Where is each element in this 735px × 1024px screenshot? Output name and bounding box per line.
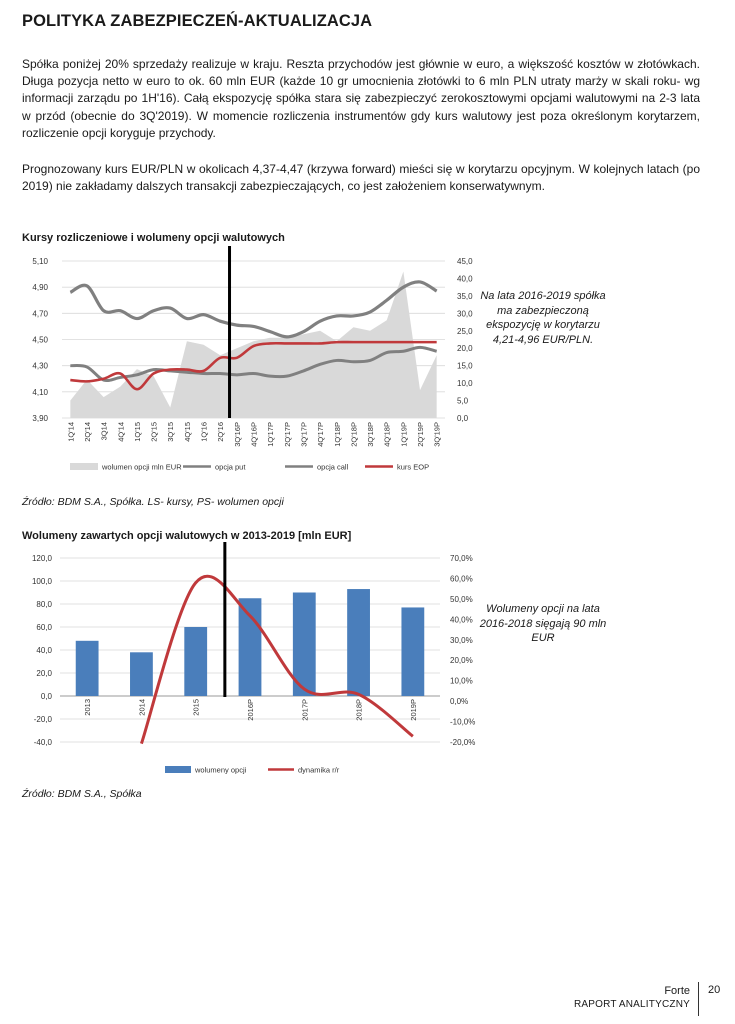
chart1-x-tick: 4Q'17P bbox=[316, 422, 326, 447]
chart2-legend-label: wolumeny opcji bbox=[195, 765, 247, 775]
chart2-x-tick: 2017P bbox=[300, 699, 310, 721]
chart1-right-tick: 10,0 bbox=[457, 379, 473, 389]
chart2-x-tick: 2018P bbox=[354, 699, 364, 721]
chart1-x-tick: 3Q'19P bbox=[432, 422, 442, 447]
chart1-x-tick: 1Q'18P bbox=[332, 422, 342, 447]
chart1-right-tick: 45,0 bbox=[457, 257, 473, 266]
page-title: POLITYKA ZABEZPIECZEŃ-AKTUALIZACJA bbox=[22, 12, 373, 30]
chart1-legend-swatch bbox=[70, 463, 98, 470]
chart2-left-tick: 80,0 bbox=[36, 600, 52, 609]
chart2-right-tick: 70,0% bbox=[450, 554, 473, 563]
chart2-right-tick: 50,0% bbox=[450, 594, 473, 604]
chart2-line-dynamika bbox=[141, 576, 412, 743]
chart2-bar bbox=[184, 627, 207, 696]
chart1-source: Źródło: BDM S.A., Spółka. LS- kursy, PS- wolumen opcji bbox=[22, 496, 284, 508]
chart1-left-tick: 4,70 bbox=[32, 309, 48, 319]
chart2-right-tick: -10,0% bbox=[450, 717, 476, 727]
chart1-right-tick: 0,0 bbox=[457, 414, 469, 423]
chart2-title: Wolumeny zawartych opcji walutowych w 2013-2019 [mln EUR] bbox=[22, 530, 352, 542]
chart1-left-tick: 3,90 bbox=[32, 414, 48, 423]
chart2-right-tick: 60,0% bbox=[450, 574, 473, 584]
chart1-x-tick: 2Q'17P bbox=[282, 422, 292, 447]
chart1-right-tick: 15,0 bbox=[457, 361, 473, 371]
chart2-left-tick: 60,0 bbox=[36, 623, 52, 632]
chart2-left-tick: -40,0 bbox=[33, 738, 52, 747]
chart1-left-tick: 5,10 bbox=[32, 257, 48, 266]
chart1-x-tick: 2Q'14 bbox=[82, 422, 92, 442]
chart1-legend-label: wolumen opcji mln EUR bbox=[102, 462, 182, 472]
chart2-left-tick: 20,0 bbox=[36, 669, 52, 678]
chart1-x-tick: 3Q'18P bbox=[366, 422, 376, 447]
chart1-x-tick: 3Q14 bbox=[99, 422, 109, 441]
footer-separator bbox=[698, 982, 699, 1016]
chart1-right-tick: 5,0 bbox=[457, 396, 469, 406]
chart1-right-tick: 30,0 bbox=[457, 309, 473, 319]
chart1-x-tick: 2Q'16 bbox=[216, 422, 226, 442]
chart2-left-tick: 0,0 bbox=[40, 692, 52, 701]
chart1-x-tick: 4Q'16P bbox=[249, 422, 259, 447]
chart2-note: Wolumeny opcji na lata 2016-2018 sięgają 90 mln EUR bbox=[479, 603, 607, 644]
chart1-x-tick: 3Q'16P bbox=[232, 422, 242, 447]
chart1-x-tick: 2Q'18P bbox=[349, 422, 359, 447]
chart1-legend-label: opcja call bbox=[317, 462, 349, 472]
chart2-option-volumes bbox=[0, 540, 735, 780]
footer-subtitle: RAPORT ANALITYCZNY bbox=[573, 999, 690, 1010]
page-number: 20 bbox=[708, 984, 721, 996]
paragraph-hedging-policy: Spółka poniżej 20% sprzedaży realizuje w kraju. Reszta przychodów jest głównie w euro, a większość kosztów w złotówkach. Długa pozycja netto w euro to ok. 60 mln EUR (każde 10 gr umocnienia złotówki to 6 mln PLN utraty marży w skali roku- wg informacji zarządu po 1H'16). Całą ekspozycję spółka stara się zabezpieczyć zerokosztowymi opcjami walutowymi na 2-3 lata w przód (obecnie do 3Q'2019). W momencie rozliczenia instrumentów gdy kurs walutowy jest poza określonym korytarzem, rozliczenie opcji koryguje przychody. bbox=[22, 57, 700, 140]
chart1-x-tick: 1Q'16 bbox=[199, 422, 209, 442]
chart2-x-tick: 2019P bbox=[408, 699, 418, 721]
chart1-x-tick: 3Q'17P bbox=[299, 422, 309, 447]
chart1-settlement-rates bbox=[0, 240, 735, 490]
chart2-left-tick: 40,0 bbox=[36, 646, 52, 655]
chart1-right-tick: 25,0 bbox=[457, 326, 473, 336]
chart2-bar bbox=[239, 598, 262, 696]
chart2-right-tick: 0,0% bbox=[450, 697, 469, 707]
chart2-bar bbox=[130, 652, 153, 696]
chart1-left-tick: 4,30 bbox=[32, 361, 48, 371]
chart2-right-tick: 20,0% bbox=[450, 656, 473, 666]
footer-brand-name: Forte bbox=[664, 985, 690, 997]
chart2-x-tick: 2015 bbox=[191, 699, 201, 716]
chart1-legend-label: opcja put bbox=[215, 462, 246, 472]
footer-brand bbox=[574, 984, 690, 1012]
chart2-right-tick: 10,0% bbox=[450, 676, 473, 686]
chart1-x-tick: 2Q'15 bbox=[149, 422, 159, 442]
chart1-x-tick: 3Q'15 bbox=[166, 422, 176, 442]
chart1-left-tick: 4,50 bbox=[32, 335, 48, 345]
chart1-x-tick: 4Q'18P bbox=[382, 422, 392, 447]
chart1-left-tick: 4,10 bbox=[32, 387, 48, 397]
chart1-right-tick: 20,0 bbox=[457, 344, 473, 354]
chart1-x-tick: 1Q'17P bbox=[266, 422, 276, 447]
chart2-x-tick: 2016P bbox=[246, 699, 255, 721]
chart2-bar bbox=[347, 589, 370, 696]
chart1-x-tick: 4Q'14 bbox=[116, 422, 126, 442]
chart2-left-tick: 120,0 bbox=[31, 554, 52, 563]
chart2-bar bbox=[401, 607, 424, 696]
chart1-left-tick: 4,90 bbox=[32, 283, 48, 293]
chart2-legend-swatch bbox=[165, 766, 191, 773]
chart2-left-tick: -20,0 bbox=[33, 715, 52, 724]
chart2-right-tick: 30,0% bbox=[450, 635, 473, 645]
chart1-x-tick: 1Q'15 bbox=[132, 422, 142, 442]
chart2-right-tick: 40,0% bbox=[450, 615, 473, 625]
chart2-x-tick: 2013 bbox=[83, 699, 93, 716]
chart1-right-tick: 35,0 bbox=[457, 291, 473, 301]
chart1-legend-label: kurs EOP bbox=[397, 462, 430, 472]
chart1-title: Kursy rozliczeniowe i wolumeny opcji walutowych bbox=[22, 232, 285, 244]
chart1-x-tick: 1Q'14 bbox=[66, 422, 76, 442]
chart2-bar bbox=[76, 641, 99, 696]
chart2-x-tick: 2014 bbox=[137, 699, 147, 716]
chart2-left-tick: 100,0 bbox=[31, 577, 52, 586]
chart2-source: Źródło: BDM S.A., Spółka bbox=[22, 788, 142, 800]
chart2-right-tick: -20,0% bbox=[450, 738, 476, 747]
chart1-x-tick: 1Q'19P bbox=[399, 422, 409, 447]
chart1-note: Na lata 2016-2019 spółka ma zabezpieczoną ekspozycję w korytarzu 4,21-4,96 EUR/PLN. bbox=[480, 290, 606, 346]
chart1-right-tick: 40,0 bbox=[457, 274, 473, 284]
chart1-x-tick: 2Q'19P bbox=[416, 422, 426, 447]
chart2-legend-label: dynamika r/r bbox=[298, 765, 340, 775]
paragraph-forecast: Prognozowany kurs EUR/PLN w okolicach 4,37-4,47 (krzywa forward) mieści się w korytarzu opcyjnym. W kolejnych latach (po 2019) nie zakładamy dalszych transakcji zabezpieczających, co jest założeniem konserwatywnym. bbox=[22, 162, 700, 194]
chart1-x-tick: 4Q'15 bbox=[182, 422, 192, 442]
